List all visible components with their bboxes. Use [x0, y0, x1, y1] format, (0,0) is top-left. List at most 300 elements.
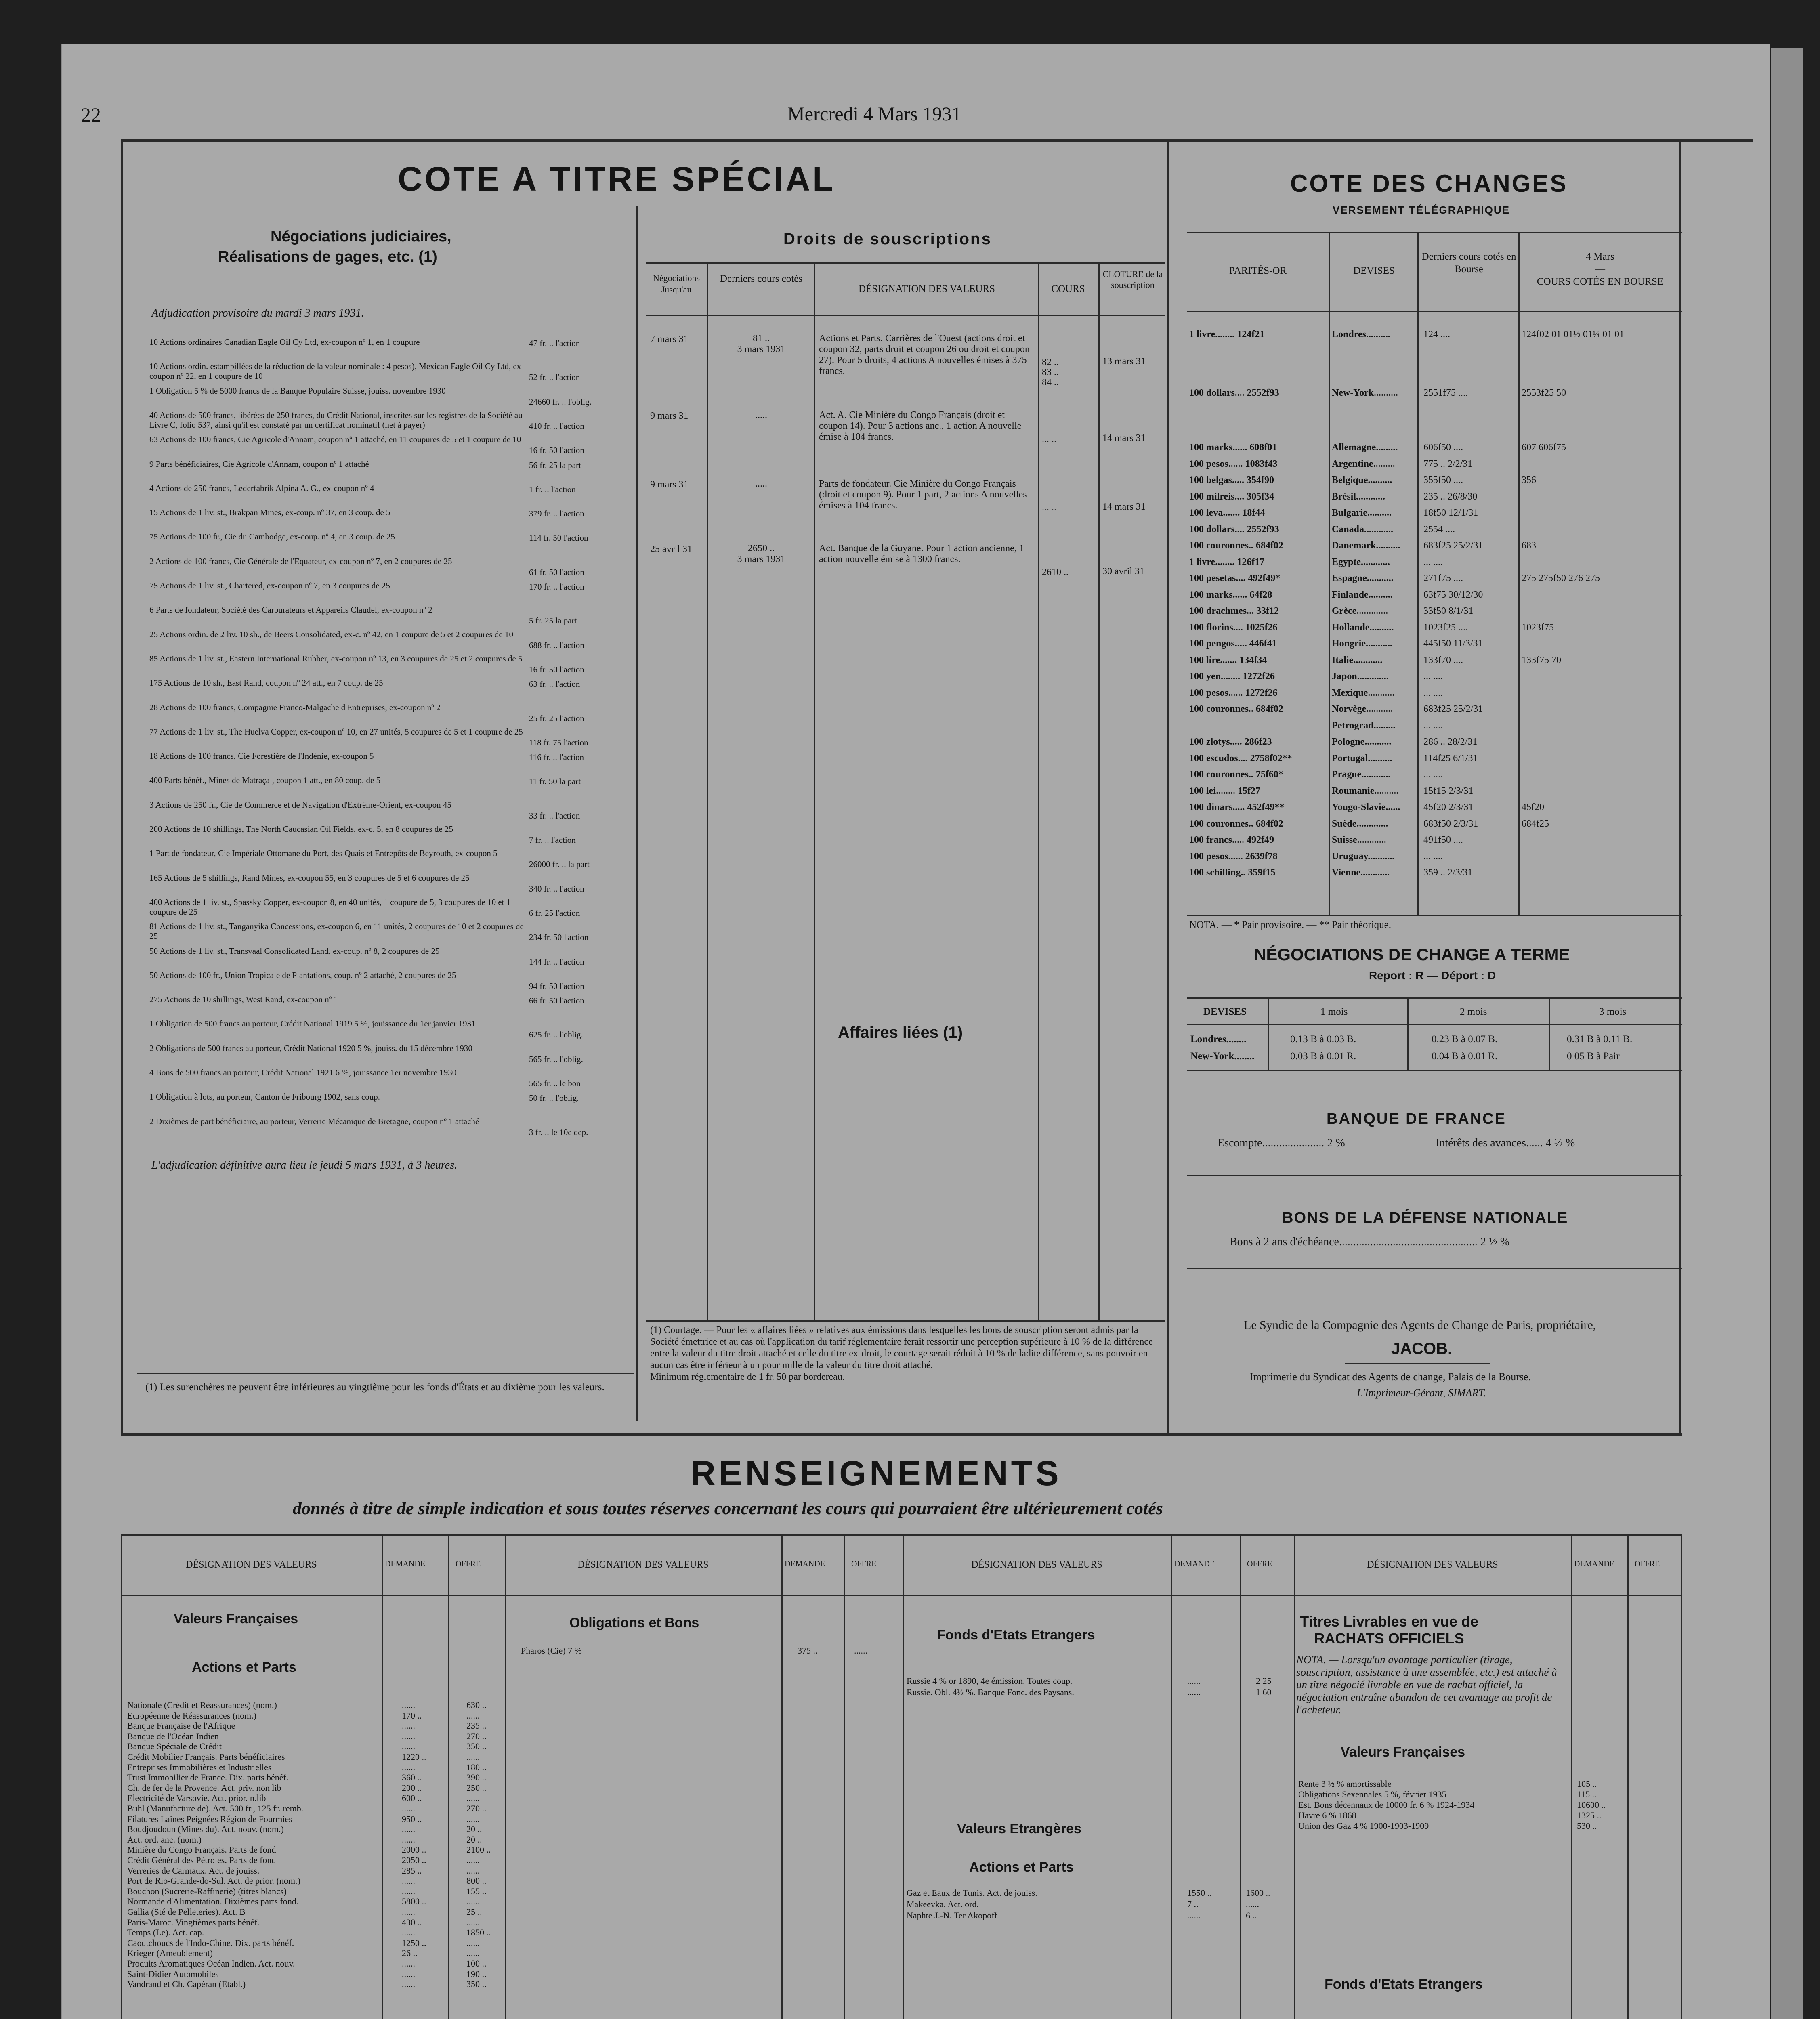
- terme-bottom-rule: [1187, 1070, 1682, 1071]
- rens-col1-row-name: Banque de l'Océan Indien: [127, 1731, 219, 1741]
- rens-col1-row-demande: 170 ..: [402, 1710, 422, 1721]
- changes-parite: 100 lire....... 134f34: [1189, 655, 1267, 665]
- cote-entry-price: 25 fr. 25 l'action: [529, 714, 584, 723]
- cote-entry-text: 1 Part de fondateur, Cie Impériale Ottomane du Port, des Quais et Entrepôts de Beyrouth, ex-coupon 5: [149, 848, 498, 858]
- rens-col1-row-demande: ......: [402, 1741, 415, 1751]
- rens-col1-row-demande: ......: [402, 1803, 415, 1813]
- changes-devise: Londres..........: [1332, 329, 1390, 340]
- changes-devise: Canada............: [1332, 524, 1394, 535]
- cote-entry-text: 2 Obligations de 500 francs au porteur, Crédit National 1920 5 %, jouiss. du 15 décembre 1930: [149, 1043, 472, 1053]
- rens-col-rule: [448, 1534, 449, 2019]
- rens-col1-row-offre: 250 ..: [466, 1783, 487, 1793]
- rens-col-rule: [382, 1534, 383, 2019]
- cote-entry-price: 16 fr. 50 l'action: [529, 665, 584, 674]
- rens-col1-row-offre: 800 ..: [466, 1876, 487, 1886]
- rens-col1-row-offre: 1850 ..: [466, 1927, 491, 1937]
- changes-dernier: 286 .. 28/2/31: [1423, 737, 1478, 747]
- rens-header-desig: DÉSIGNATION DES VALEURS: [186, 1559, 317, 1570]
- page-edge: [1771, 48, 1803, 2019]
- changes-nota: NOTA. — * Pair provisoire. — ** Pair théorique.: [1189, 919, 1391, 930]
- changes-header-devise: DEVISES: [1353, 265, 1395, 276]
- rens-col3-row-demande: ......: [1187, 1910, 1201, 1920]
- changes-dernier: 2554 ....: [1423, 524, 1455, 535]
- rens-col1-h2: Actions et Parts: [192, 1660, 296, 1675]
- changes-cours: 1023f75: [1522, 622, 1554, 633]
- adjudication-definitive: L'adjudication définitive aura lieu le jeudi 5 mars 1931, à 3 heures.: [151, 1159, 457, 1171]
- rens-col-rule: [903, 1534, 904, 2019]
- changes-parite: 100 couronnes.. 684f02: [1189, 540, 1283, 551]
- rens-col1-row-demande: 5800 ..: [402, 1896, 426, 1906]
- rens-col1-row-name: Trust Immobilier de France. Dix. parts bénéf.: [127, 1772, 289, 1782]
- cote-entry-price: 170 fr. .. l'action: [529, 582, 584, 592]
- column-divider: [1167, 139, 1169, 1436]
- droits-last: .....: [755, 410, 767, 420]
- droits-table-top-rule: [646, 262, 1165, 264]
- changes-col-rule: [1518, 232, 1520, 915]
- droits-cours: 82 .. 83 .. 84 ..: [1042, 357, 1059, 388]
- renseignements-subtitle: donnés à titre de simple indication et sous toutes réserves concernant les cours qui pourraient être ultérieurement cotés: [293, 1499, 1163, 1518]
- changes-dernier: 271f75 ....: [1423, 573, 1463, 583]
- changes-dernier: 33f50 8/1/31: [1423, 606, 1474, 616]
- rens-col3-row-name: Russie. Obl. 4½ %. Banque Fonc. des Paysans.: [907, 1687, 1074, 1697]
- cote-entry-text: 400 Parts bénéf., Mines de Matraçal, coupon 1 att., en 80 coup. de 5: [149, 775, 381, 785]
- rens-header-desig: DÉSIGNATION DES VALEURS: [1367, 1559, 1498, 1570]
- rens-col1-row-offre: 180 ..: [466, 1762, 487, 1772]
- rens-col3-h2: Valeurs Etrangères: [957, 1821, 1082, 1836]
- rens-col4-h3: Fonds d'Etats Etrangers: [1325, 1977, 1483, 1992]
- syndic-name: JACOB.: [1391, 1340, 1453, 1358]
- rens-header-demande: DEMANDE: [385, 1559, 425, 1568]
- rens-col2-row-demande: 375 ..: [798, 1645, 818, 1656]
- cote-entry-price: 52 fr. .. l'action: [529, 372, 580, 382]
- rens-col1-row-name: Bouchon (Sucrerie-Raffinerie) (titres blancs): [127, 1886, 287, 1896]
- cote-entry-text: 175 Actions de 10 sh., East Rand, coupon nº 24 att., en 7 coup. de 25: [149, 678, 383, 688]
- droits-header-desig: DÉSIGNATION DES VALEURS: [859, 283, 995, 294]
- rens-col1-row-demande: 1220 ..: [402, 1752, 426, 1762]
- rens-col1-row-demande: 950 ..: [402, 1814, 422, 1824]
- rens-header-desig: DÉSIGNATION DES VALEURS: [577, 1559, 709, 1570]
- rens-col1-row-offre: 350 ..: [466, 1979, 487, 1989]
- rens-col3-row-offre: 2 25: [1256, 1676, 1272, 1686]
- terme-col-rule: [1407, 997, 1409, 1070]
- rens-col1-row-offre: ......: [466, 1855, 480, 1865]
- changes-subtitle: VERSEMENT TÉLÉGRAPHIQUE: [1333, 204, 1510, 216]
- terme-header-3m: 3 mois: [1599, 1006, 1627, 1017]
- cote-entry-text: 81 Actions de 1 liv. st., Tanganyika Concessions, ex-coupon 6, en 11 unités, 2 coupures de 10 et 2 coupures de 25: [149, 921, 524, 941]
- changes-devise: Grèce.............: [1332, 606, 1388, 616]
- rens-col-rule: [1294, 1534, 1295, 2019]
- changes-dernier: 683f25 25/2/31: [1423, 540, 1483, 551]
- terme-3m: 0.31 B à 0.11 B.: [1567, 1034, 1633, 1045]
- rens-col1-row-name: Nationale (Crédit et Réassurances) (nom.): [127, 1700, 277, 1710]
- cote-entry-price: 56 fr. 25 la part: [529, 460, 581, 470]
- changes-dernier: ... ....: [1423, 720, 1443, 731]
- rens-col1-row-name: Banque Spéciale de Crédit: [127, 1741, 222, 1751]
- changes-cours: 607 606f75: [1522, 442, 1566, 453]
- cote-entry-price: 47 fr. .. l'action: [529, 338, 580, 348]
- rens-col3-row-demande: 7 ..: [1187, 1899, 1199, 1909]
- rens-col1-row-demande: 1250 ..: [402, 1938, 426, 1948]
- cote-entry-text: 1 Obligation à lots, au porteur, Canton de Fribourg 1902, sans coup.: [149, 1092, 380, 1102]
- page-number: 22: [81, 103, 101, 126]
- rens-col1-row-name: Gallia (Sté de Pelleteries). Act. B: [127, 1907, 246, 1917]
- changes-dernier: 606f50 ....: [1423, 442, 1463, 453]
- changes-dernier: 775 .. 2/2/31: [1423, 459, 1473, 469]
- rens-col4-h2: Valeurs Françaises: [1341, 1744, 1465, 1760]
- rens-col1-row-offre: 270 ..: [466, 1803, 487, 1813]
- changes-dernier: 355f50 ....: [1423, 475, 1463, 485]
- droits-desig: Parts de fondateur. Cie Minière du Congo Français (droit et coupon 9). Pour 1 part, 2 actions A nouvelles émises à 104 francs.: [819, 479, 1027, 511]
- rens-col1-row-name: Minière du Congo Français. Parts de fond: [127, 1845, 276, 1855]
- changes-cours: 45f20: [1522, 802, 1544, 812]
- changes-cours: 133f75 70: [1522, 655, 1561, 665]
- rens-col3-row-demande: ......: [1187, 1687, 1201, 1697]
- rens-col1-row-offre: ......: [466, 1793, 480, 1803]
- rens-col1-row-offre: 630 ..: [466, 1700, 487, 1710]
- rens-top-rule: [121, 1534, 1682, 1536]
- changes-parite: 100 pesos...... 2639f78: [1189, 851, 1278, 862]
- rens-col3-row-name: Gaz et Eaux de Tunis. Act. de jouiss.: [907, 1888, 1037, 1898]
- changes-cours: 2553f25 50: [1522, 388, 1566, 398]
- droits-close: 13 mars 31: [1102, 356, 1146, 367]
- cote-entry-price: 410 fr. .. l'action: [529, 421, 584, 431]
- changes-devise: Brésil............: [1332, 491, 1385, 502]
- rens-col1-row-offre: 270 ..: [466, 1731, 487, 1741]
- cote-entry-price: 1 fr. .. l'action: [529, 485, 576, 494]
- changes-dernier: 1023f25 ....: [1423, 622, 1468, 633]
- changes-parite: 100 marks...... 64f28: [1189, 590, 1272, 600]
- changes-devise: Japon.............: [1332, 671, 1389, 682]
- rens-col3-row-offre: 6 ..: [1246, 1910, 1257, 1920]
- cote-entry-text: 275 Actions de 10 shillings, West Rand, ex-coupon nº 1: [149, 995, 338, 1004]
- cote-entry-price: 7 fr. .. l'action: [529, 835, 576, 845]
- rens-col1-row-name: Verreries de Carmaux. Act. de jouiss.: [127, 1866, 260, 1876]
- changes-dernier: 235 .. 26/8/30: [1423, 491, 1478, 502]
- cote-entry-text: 25 Actions ordin. de 2 liv. 10 sh., de Beers Consolidated, ex-c. nº 42, en 1 coupure de 5 et 2 coupures de 10: [149, 630, 513, 639]
- changes-dernier: ... ....: [1423, 851, 1443, 862]
- rens-col1-row-name: Entreprises Immobilières et Industrielles: [127, 1762, 272, 1772]
- cote-entry-price: 625 fr. .. l'oblig.: [529, 1030, 583, 1039]
- changes-devise: Portugal..........: [1332, 753, 1392, 764]
- terme-title: NÉGOCIATIONS DE CHANGE A TERME: [1254, 945, 1570, 964]
- terme-col-rule: [1268, 997, 1269, 1070]
- cote-entry-text: 85 Actions de 1 liv. st., Eastern International Rubber, ex-coupon nº 13, en 3 coupures de 25 et 2 coupures de 5: [149, 654, 523, 663]
- rens-col1-row-name: Temps (Le). Act. cap.: [127, 1927, 204, 1937]
- rens-col3-row-offre: ......: [1246, 1899, 1259, 1909]
- droits-header-last: Derniers cours cotés: [720, 273, 803, 284]
- rens-col1-h1: Valeurs Françaises: [174, 1611, 298, 1627]
- changes-dernier: 2551f75 ....: [1423, 388, 1468, 398]
- rens-col1-row-offre: ......: [466, 1896, 480, 1906]
- terme-col-rule: [1549, 997, 1550, 1070]
- rens-col1-row-demande: ......: [402, 1876, 415, 1886]
- rens-col1-row-demande: ......: [402, 1979, 415, 1989]
- changes-parite: 100 drachmes... 33f12: [1189, 606, 1279, 616]
- rens-col-rule: [121, 1534, 122, 2019]
- changes-parite: 100 zlotys..... 286f23: [1189, 737, 1272, 747]
- cote-entry-text: 200 Actions de 10 shillings, The North Caucasian Oil Fields, ex-c. 5, en 8 coupures de 25: [149, 824, 453, 834]
- rens-col-rule: [1171, 1534, 1172, 2019]
- syndic-rule: [1345, 1363, 1490, 1364]
- changes-devise: Suède.............: [1332, 819, 1388, 829]
- rens-col1-row-offre: ......: [466, 1866, 480, 1876]
- rens-col1-row-name: Européenne de Réassurances (nom.): [127, 1710, 257, 1721]
- rens-col1-row-offre: 2100 ..: [466, 1845, 491, 1855]
- changes-parite: 100 pesetas.... 492f49*: [1189, 573, 1281, 583]
- droits-col-rule: [707, 262, 708, 1320]
- cote-special-subtitle-1: Négociations judiciaires,: [271, 228, 451, 245]
- rens-col3-row-name: Russie 4 % or 1890, 4e émission. Toutes coup.: [907, 1676, 1073, 1686]
- cote-entry-price: 66 fr. 50 l'action: [529, 996, 584, 1005]
- rens-col1-row-demande: ......: [402, 1927, 415, 1937]
- rens-col1-row-offre: 20 ..: [466, 1834, 482, 1845]
- rens-col1-row-offre: 25 ..: [466, 1907, 482, 1917]
- changes-dernier: 45f20 2/3/31: [1423, 802, 1474, 812]
- rens-col4-row-demande: 1325 ..: [1577, 1810, 1602, 1820]
- changes-devise: Petrograd.........: [1332, 720, 1396, 731]
- changes-devise: Mexique...........: [1332, 688, 1395, 698]
- rens-col1-row-offre: 350 ..: [466, 1741, 487, 1751]
- droits-close: 30 avril 31: [1102, 566, 1144, 577]
- rens-col-rule: [781, 1534, 783, 2019]
- rens-col4-row-name: Obligations Sexennales 5 %, février 1935: [1298, 1789, 1446, 1799]
- cote-entry-price: 3 fr. .. le 10e dep.: [529, 1127, 588, 1137]
- changes-parite: 100 pesos...... 1083f43: [1189, 459, 1278, 469]
- droits-date: 25 avril 31: [650, 544, 692, 554]
- rens-col1-row-demande: ......: [402, 1958, 415, 1969]
- cote-entry-price: 144 fr. .. l'action: [529, 957, 584, 967]
- cote-entry-text: 10 Actions ordin. estampillées de la réduction de la valeur nominale : 4 pesos), Mexican Eagle Oil Cy Ltd, ex-coupon nº 22, en 1 coupure de 10: [149, 361, 524, 381]
- droits-desig: Act. A. Cie Minière du Congo Français (droit et coupon 14). Pour 3 actions anc., 1 action A nouvelle émise à 104 francs.: [819, 410, 1022, 442]
- rens-col3-row-offre: 1600 ..: [1246, 1888, 1270, 1898]
- rens-col1-row-name: Filatures Laines Peignées Région de Fourmies: [127, 1814, 292, 1824]
- droits-col-rule: [814, 262, 815, 1320]
- rens-col1-row-name: Port de Rio-Grande-do-Sul. Act. de prior. (nom.): [127, 1876, 300, 1886]
- header-rule: [121, 139, 1753, 142]
- rens-col1-row-offre: ......: [466, 1948, 480, 1958]
- changes-cours: 124f02 01 01½ 01¼ 01 01: [1522, 329, 1624, 340]
- droits-cours: ... ..: [1042, 502, 1056, 513]
- changes-devise: Espagne...........: [1332, 573, 1394, 583]
- rens-col1-row-name: Caoutchoucs de l'Indo-Chine. Dix. parts bénéf.: [127, 1938, 294, 1948]
- affaires-liees: Affaires liées (1): [838, 1024, 963, 1041]
- rens-col4-row-demande: 115 ..: [1577, 1789, 1597, 1799]
- changes-cours: 684f25: [1522, 819, 1549, 829]
- cote-entry-text: 50 Actions de 1 liv. st., Transvaal Consolidated Land, ex-coup. nº 8, 2 coupures de 25: [149, 946, 440, 956]
- changes-dernier: 18f50 12/1/31: [1423, 508, 1478, 518]
- terme-subtitle: Report : R — Déport : D: [1369, 969, 1496, 982]
- changes-parite: 100 milreis.... 305f34: [1189, 491, 1274, 502]
- rens-header-demande: DEMANDE: [1574, 1559, 1614, 1568]
- cote-entry-text: 2 Dixièmes de part bénéficiaire, au porteur, Verrerie Mécanique de Bretagne, coupon nº 1 attaché: [149, 1117, 479, 1126]
- terme-header-2m: 2 mois: [1460, 1006, 1487, 1017]
- cote-entry-price: 114 fr. 50 l'action: [529, 533, 588, 543]
- changes-parite: 100 escudos.... 2758f02**: [1189, 753, 1292, 764]
- cote-entry-price: 5 fr. 25 la part: [529, 616, 577, 625]
- cote-entry-text: 1 Obligation 5 % de 5000 francs de la Banque Populaire Suisse, jouiss. novembre 1930: [149, 386, 446, 396]
- changes-parite: 100 couronnes.. 684f02: [1189, 704, 1283, 714]
- changes-dernier: ... ....: [1423, 688, 1443, 698]
- rens-col1-row-offre: ......: [466, 1917, 480, 1927]
- issue-date: Mercredi 4 Mars 1931: [787, 103, 961, 125]
- rens-header-offre: OFFRE: [1635, 1559, 1660, 1568]
- changes-header-parite: PARITÉS-OR: [1229, 265, 1287, 276]
- droits-close: 14 mars 31: [1102, 433, 1146, 443]
- rens-col1-row-name: Crédit Général des Pétroles. Parts de fond: [127, 1855, 276, 1865]
- rens-col3-row-name: Makeevka. Act. ord.: [907, 1899, 979, 1909]
- rens-col1-row-demande: 2050 ..: [402, 1855, 426, 1865]
- rens-col2-row-name: Pharos (Cie) 7 %: [521, 1645, 582, 1656]
- rens-col1-row-offre: ......: [466, 1814, 480, 1824]
- changes-col-rule: [1417, 232, 1419, 915]
- rens-col1-row-offre: ......: [466, 1938, 480, 1948]
- changes-parite: 100 lei........ 15f27: [1189, 786, 1260, 796]
- rens-col1-row-offre: 390 ..: [466, 1772, 487, 1782]
- rens-col1-row-offre: 235 ..: [466, 1721, 487, 1731]
- banque-rule: [1187, 1175, 1682, 1176]
- rens-col1-row-demande: ......: [402, 1907, 415, 1917]
- rens-col1-row-demande: 430 ..: [402, 1917, 422, 1927]
- adjudication-date: Adjudication provisoire du mardi 3 mars 1931.: [151, 307, 364, 319]
- changes-devise: Belgique..........: [1332, 475, 1392, 485]
- syndic-line: Le Syndic de la Compagnie des Agents de Change de Paris, propriétaire,: [1244, 1318, 1596, 1332]
- cote-entry-text: 75 Actions de 1 liv. st., Chartered, ex-coupon nº 7, en 3 coupures de 25: [149, 581, 390, 590]
- rens-col4-row-demande: 105 ..: [1577, 1779, 1597, 1789]
- changes-parite: 1 livre........ 124f21: [1189, 329, 1265, 340]
- changes-devise: Hongrie...........: [1332, 638, 1392, 649]
- droits-desig: Act. Banque de la Guyane. Pour 1 action ancienne, 1 action nouvelle émise à 1300 francs.: [819, 543, 1024, 565]
- rens-header-offre: OFFRE: [851, 1559, 877, 1568]
- rens-col4-row-demande: 530 ..: [1577, 1821, 1597, 1831]
- cote-entry-price: 33 fr. .. l'action: [529, 811, 580, 821]
- rens-col1-row-name: Boudjoudoun (Mines du). Act. nouv. (nom.): [127, 1824, 284, 1834]
- terme-devise: Londres........: [1190, 1034, 1247, 1045]
- changes-devise: Roumanie..........: [1332, 786, 1399, 796]
- rens-col1-row-offre: 190 ..: [466, 1969, 487, 1979]
- cote-entry-price: 11 fr. 50 la part: [529, 777, 581, 786]
- cote-entry-text: 1 Obligation de 500 francs au porteur, Crédit National 1919 5 %, jouissance du 1er janvier 1931: [149, 1019, 476, 1028]
- cote-entry-price: 565 fr. .. l'oblig.: [529, 1054, 583, 1064]
- terme-header-devise: DEVISES: [1203, 1006, 1247, 1017]
- cote-entry-price: 116 fr. .. l'action: [529, 752, 584, 762]
- renseignements-title: RENSEIGNEMENTS: [691, 1454, 1062, 1493]
- cote-entry-text: 2 Actions de 100 francs, Cie Générale de l'Equateur, ex-coupon nº 7, en 2 coupures de 25: [149, 556, 452, 566]
- changes-col-rule: [1329, 232, 1330, 915]
- rens-col1-row-offre: 20 ..: [466, 1824, 482, 1834]
- changes-devise: Norvège...........: [1332, 704, 1393, 714]
- changes-devise: New-York..........: [1332, 388, 1398, 398]
- rens-col3-h1: Fonds d'Etats Etrangers: [937, 1627, 1095, 1643]
- cote-entry-price: 16 fr. 50 l'action: [529, 445, 584, 455]
- rens-header-rule: [121, 1595, 1682, 1596]
- droits-table-header-rule: [646, 315, 1165, 316]
- rens-header-desig: DÉSIGNATION DES VALEURS: [971, 1559, 1102, 1570]
- column-divider: [1679, 141, 1681, 1433]
- rens-col1-row-demande: ......: [402, 1834, 415, 1845]
- changes-devise: Argentine.........: [1332, 459, 1395, 469]
- rens-col1-row-demande: 285 ..: [402, 1866, 422, 1876]
- rens-col1-row-demande: ......: [402, 1700, 415, 1710]
- terme-2m: 0.04 B à 0.01 R.: [1432, 1051, 1498, 1062]
- rens-col1-row-name: Act. ord. anc. (nom.): [127, 1834, 202, 1845]
- terme-top-rule: [1187, 997, 1682, 999]
- banque-title: BANQUE DE FRANCE: [1327, 1110, 1506, 1127]
- rens-col1-row-demande: 360 ..: [402, 1772, 422, 1782]
- changes-devise: Hollande..........: [1332, 622, 1394, 633]
- rens-col-rule: [1681, 1534, 1682, 2019]
- droits-header-cours: COURS: [1051, 283, 1085, 294]
- droits-footnote: (1) Courtage. — Pour les « affaires liées » relatives aux émissions dans lesquelles les bons de souscription seront admis par la Société émettrice et au cas où l'application du tarif réglementaire ferait ressortir une perception supérieure à 10 % de la différence entre la valeur du titre droit attaché et celle du titre ex-droit, le courtage serait réduit à 10 % de ladite différence, sans pouvoir en aucun cas être inférieur à un pour mille de la valeur du titre droit attaché. Minimum réglementaire de 1 fr. 50 par bordereau.: [650, 1325, 1153, 1382]
- changes-parite: 100 florins.... 1025f26: [1189, 622, 1278, 633]
- changes-parite: 100 dollars.... 2552f93: [1189, 388, 1279, 398]
- changes-dernier: 683f25 25/2/31: [1423, 704, 1483, 714]
- droits-title: Droits de souscriptions: [783, 230, 992, 248]
- rens-col4-row-name: Union des Gaz 4 % 1900-1903-1909: [1298, 1821, 1429, 1831]
- changes-cours: 275 275f50 276 275: [1522, 573, 1600, 583]
- changes-cours: 356: [1522, 475, 1536, 485]
- cote-entry-price: 94 fr. 50 l'action: [529, 981, 584, 991]
- rens-col1-row-name: Paris-Maroc. Vingtièmes parts bénéf.: [127, 1917, 260, 1927]
- droits-date: 9 mars 31: [650, 411, 689, 421]
- changes-parite: 100 marks...... 608f01: [1189, 442, 1277, 453]
- banque-escompte: Escompte...................... 2 %: [1218, 1137, 1345, 1149]
- bons-rule: [1187, 1268, 1682, 1269]
- droits-desig: Actions et Parts. Carrières de l'Ouest (actions droit et coupon 32, parts droit et coupon 26 ou droit et coupon 27). Pour 5 droits, 4 actions A nouvelles émises à 375 francs.: [819, 333, 1030, 376]
- section-rule: [121, 1433, 1682, 1436]
- rens-col1-row-demande: 26 ..: [402, 1948, 418, 1958]
- rens-col1-row-name: Ch. de fer de la Provence. Act. priv. non lib: [127, 1783, 281, 1793]
- rens-col3-row-demande: 1550 ..: [1187, 1888, 1212, 1898]
- cote-entry-text: 3 Actions de 250 fr., Cie de Commerce et de Navigation d'Extrême-Orient, ex-coupon 45: [149, 800, 451, 810]
- changes-parite: 1 livre........ 126f17: [1189, 557, 1265, 567]
- changes-dernier: 124 ....: [1423, 329, 1450, 340]
- changes-dernier: 683f50 2/3/31: [1423, 819, 1478, 829]
- cote-entry-price: 379 fr. .. l'action: [529, 509, 584, 518]
- cote-entry-text: 28 Actions de 100 francs, Compagnie Franco-Malgache d'Entreprises, ex-coupon nº 2: [149, 703, 441, 712]
- changes-dernier: 15f15 2/3/31: [1423, 786, 1474, 796]
- rens-col1-row-name: Krieger (Ameublement): [127, 1948, 213, 1958]
- cote-entry-text: 50 Actions de 100 fr., Union Tropicale de Plantations, coup. nº 2 attaché, 2 coupures de 25: [149, 970, 456, 980]
- changes-parite: 100 francs..... 492f49: [1189, 835, 1274, 845]
- cote-entry-text: 77 Actions de 1 liv. st., The Huelva Copper, ex-coupon nº 10, en 27 unités, 5 coupures de 5 et 1 coupure de 25: [149, 727, 523, 737]
- rens-col1-row-demande: ......: [402, 1969, 415, 1979]
- rens-col1-row-name: Saint-Didier Automobiles: [127, 1969, 219, 1979]
- changes-header-rule: [1187, 311, 1682, 312]
- cote-special-subtitle-2: Réalisations de gages, etc. (1): [218, 248, 437, 265]
- changes-header-cours: 4 Mars — COURS COTÉS EN BOURSE: [1537, 251, 1664, 287]
- droits-last: 81 .. 3 mars 1931: [737, 333, 785, 355]
- droits-col-rule: [1098, 262, 1100, 1320]
- changes-cours: 683: [1522, 540, 1536, 551]
- footnote-rule: [137, 1373, 634, 1374]
- droits-cours: ... ..: [1042, 434, 1056, 444]
- cote-entry-price: 6 fr. 25 l'action: [529, 908, 580, 918]
- rens-col-rule: [844, 1534, 845, 2019]
- rens-col4-row-name: Est. Bons décennaux de 10000 fr. 6 % 1924-1934: [1298, 1800, 1475, 1810]
- cote-entry-price: 26000 fr. .. la part: [529, 859, 590, 869]
- changes-parite: 100 yen........ 1272f26: [1189, 671, 1275, 682]
- cote-special-footnote: (1) Les surenchères ne peuvent être inférieures au vingtième pour les fonds d'États et au dixième pour les valeurs.: [145, 1382, 605, 1393]
- cote-entry-text: 4 Bons de 500 francs au porteur, Crédit National 1921 6 %, jouissance 1er novembre 1930: [149, 1068, 457, 1077]
- changes-dernier: ... ....: [1423, 769, 1443, 780]
- imprimerie: Imprimerie du Syndicat des Agents de change, Palais de la Bourse.: [1250, 1371, 1531, 1383]
- rens-col1-row-name: Vandrand et Ch. Capéran (Etabl.): [127, 1979, 246, 1989]
- banque-interets: Intérêts des avances...... 4 ½ %: [1436, 1137, 1575, 1149]
- cote-entry-price: 118 fr. 75 l'action: [529, 738, 588, 747]
- changes-devise: Italie............: [1332, 655, 1383, 665]
- terme-2m: 0.23 B à 0.07 B.: [1432, 1034, 1498, 1045]
- rens-col4-row-name: Rente 3 ½ % amortissable: [1298, 1779, 1392, 1789]
